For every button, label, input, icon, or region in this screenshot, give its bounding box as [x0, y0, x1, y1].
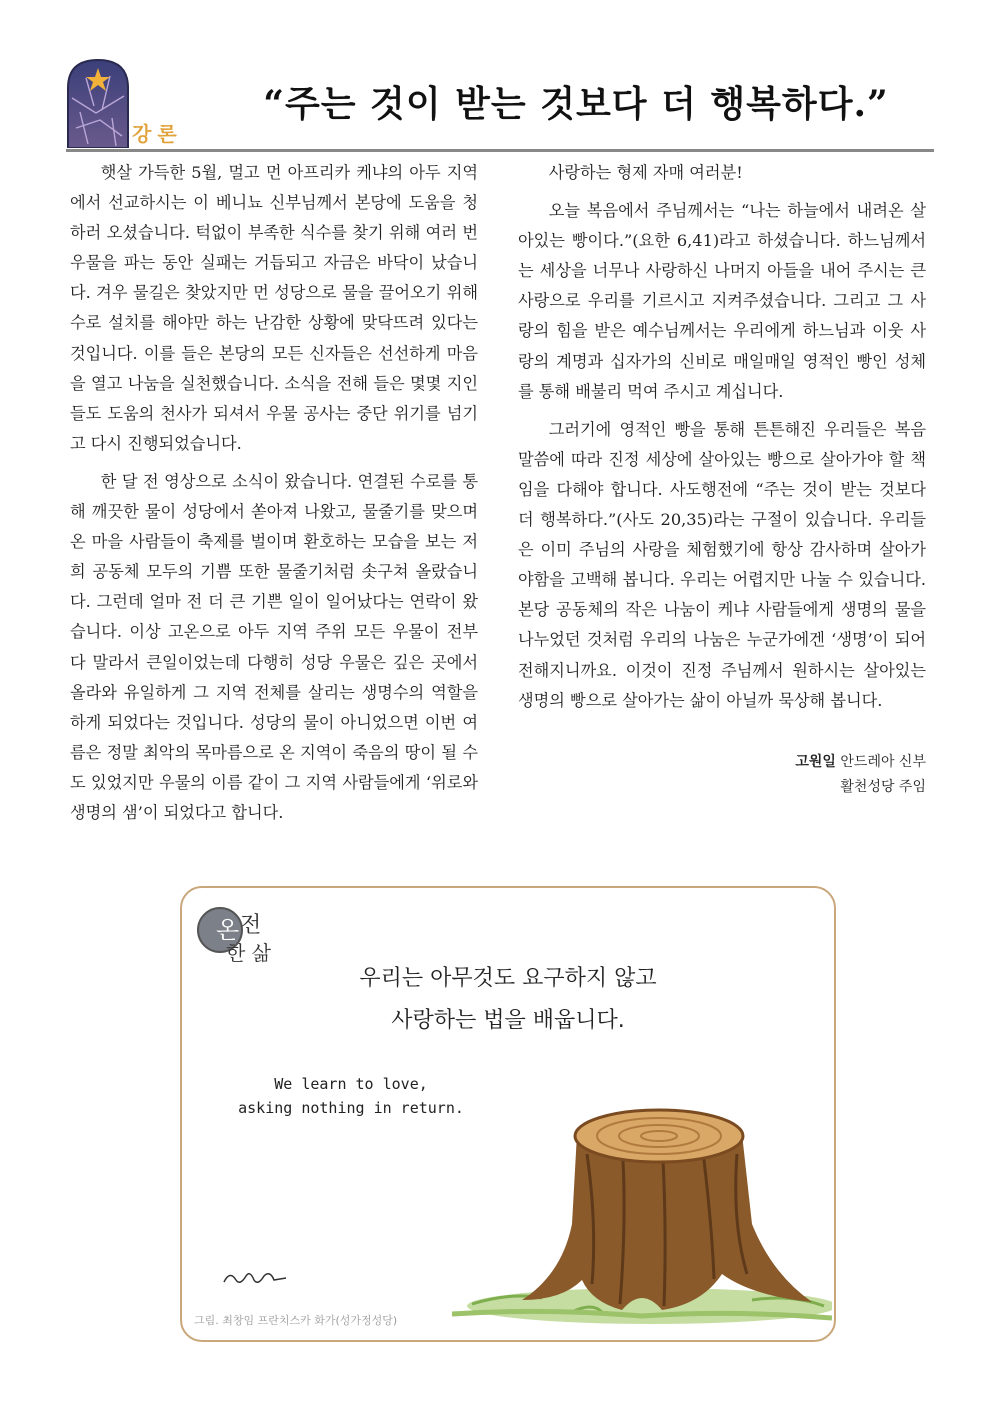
artist-signature-icon — [220, 1266, 290, 1288]
quote-english — [236, 1072, 466, 1120]
quote-english-line: asking nothing in return. — [238, 1099, 464, 1117]
article-left-column — [70, 158, 478, 828]
article-paragraph: 사랑하는 형제 자매 여러분! — [548, 163, 743, 182]
header-divider — [66, 149, 934, 152]
quote-korean — [182, 958, 834, 1042]
author-name: 고원일 — [795, 753, 836, 770]
author-parish: 활천성당 주임 — [840, 778, 926, 795]
article-paragraph: 한 달 전 영상으로 소식이 왔습니다. 연결된 수로를 통해 깨끗한 물이 성당에서 쏟아져 나왔고, 물줄기를 맞으며 온 마을 사람들이 축제를 벌이며 환호하는 모습을 보는 저희 공동체 모두의 기쁨 또한 물줄기처럼 솟구쳐 올랐습니다. 그런데 얼마 전 더 큰 기쁜 일이 일어났다는 연락이 왔습니다. 이상 고온으로 아두 지역 주위 모든 우물이 전부 다 말라서 큰일이었는데 다행히 성당 우물은 깊은 곳에서 올라와 유일하게 그 지역 전체를 살리는 생명수의 역할을 하게 되었다는 것입니다. 성당의 물이 아니었으면 이번 여름은 정말 최악의 목마름으로 온 지역이 죽음의 땅이 될 수도 있었지만 우물의 이름 같이 그 지역 사람들에게 ‘위로와 생명의 샘’이 되었다고 합니다. — [70, 471, 478, 822]
article-paragraph: 오늘 복음에서 주님께서는 “나는 하늘에서 내려온 살아있는 빵이다.”(요한 6,41)라고 하셨습니다. 하느님께서는 세상을 너무나 사랑하신 나머지 아들을 내어 주시는 큰 사랑으로 우리를 기르시고 지켜주셨습니다. 그리고 그 사랑의 힘을 받은 예수님께서는 우리에게 하느님과 이웃 사랑의 계명과 십자가의 신비로 매일매일 영적인 빵인 성체를 통해 배불리 먹여 주시고 계십니다. — [518, 201, 926, 401]
stamp-logo-icon — [196, 902, 296, 966]
section-label: 강론 — [132, 122, 183, 146]
author-role: 안드레아 신부 — [840, 753, 926, 770]
quote-korean-line: 사랑하는 법을 배웁니다. — [391, 1008, 625, 1033]
quote-korean-line: 우리는 아무것도 요구하지 않고 — [359, 966, 657, 991]
article-paragraph: 햇살 가득한 5월, 멀고 먼 아프리카 케냐의 아두 지역에서 선교하시는 이 베니뇨 신부님께서 본당에 도움을 청하러 오셨습니다. 턱없이 부족한 식수를 찾기 위해 여러 번 우물을 파는 동안 실패는 거듭되고 자금은 바닥이 났습니다. 겨우 물길은 찾았지만 먼 성당으로 물을 끌어오기 위해 수로 설치를 해야만 하는 난감한 상황에 맞닥뜨려 있다는 것입니다. 이를 들은 본당의 모든 신자들은 선선하게 마음을 열고 나눔을 실천했습니다. 소식을 전해 들은 몇몇 지인들도 도움의 천사가 되셔서 우물 공사는 중단 위기를 넘기고 다시 진행되었습니다. — [70, 163, 478, 453]
article-right-column — [518, 158, 926, 800]
article-paragraph: 그러기에 영적인 빵을 통해 튼튼해진 우리들은 복음 말씀에 따라 진정 세상에 살아있는 빵으로 살아가야 할 책임을 다해야 합니다. 사도행전에 “주는 것이 받는 것보다 더 행복하다.”(사도 20,35)라는 구절이 있습니다. 우리들은 이미 주님의 사랑을 체험했기에 항상 감사하며 살아가야함을 고백해 봅니다. 우리는 어렵지만 나눌 수 있습니다. 본당 공동체의 작은 나눔이 케냐 사람들에게 생명의 물을 나누었던 것처럼 우리의 나눔은 누군가에겐 ‘생명’이 되어 전해지니까요. 이것이 진정 주님께서 원하시는 살아있는 생명의 빵으로 살아가는 삶이 아닐까 묵상해 봅니다. — [518, 419, 926, 710]
quote-card — [180, 886, 836, 1342]
stamp-text-c: 한 삶 — [226, 941, 271, 965]
stained-glass-logo-icon — [66, 58, 130, 148]
tree-stump-illustration — [452, 1074, 832, 1324]
page-title: “주는 것이 받는 것보다 더 행복하다.” — [263, 83, 889, 125]
stamp-text-a: 온 — [216, 916, 240, 944]
stamp-text-b: 전 — [240, 913, 262, 938]
illustration-credit: 그림. 최창임 프란치스카 화가(성가정성당) — [194, 1314, 398, 1327]
quote-english-line: We learn to love, — [274, 1075, 428, 1093]
header — [66, 58, 934, 150]
author-signature — [518, 750, 926, 800]
